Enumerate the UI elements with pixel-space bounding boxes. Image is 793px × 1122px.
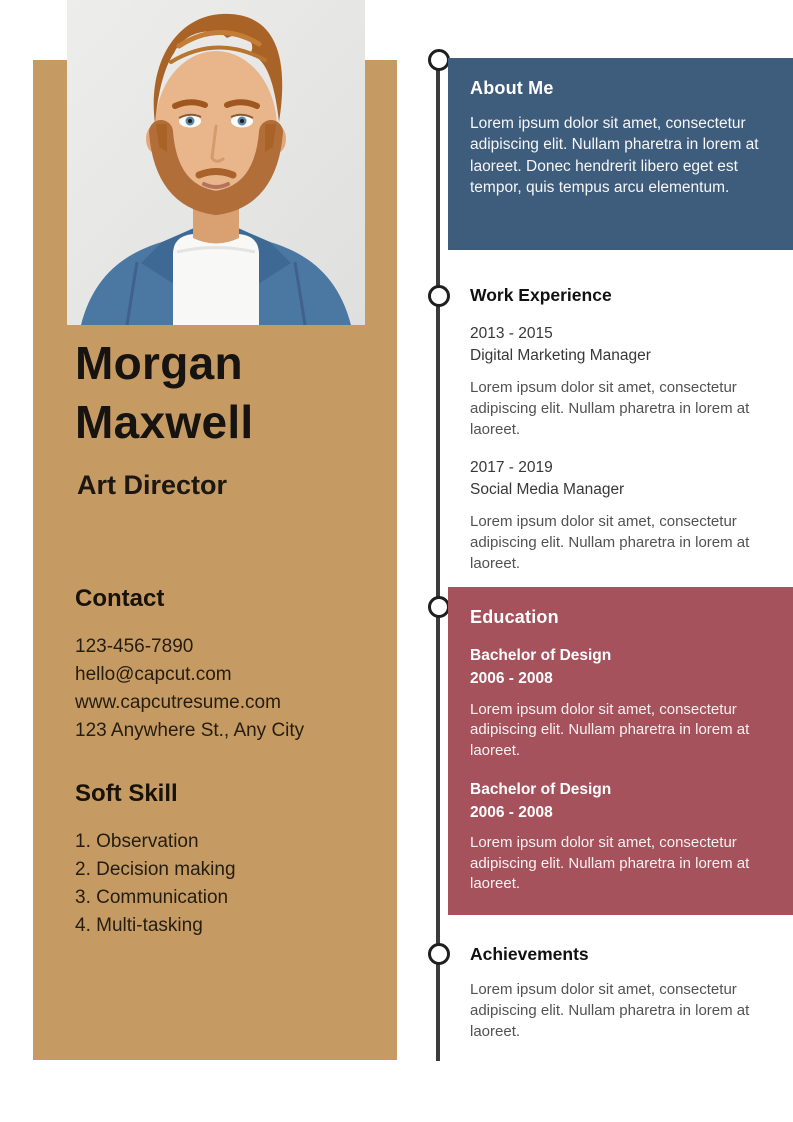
contact-item-website: www.capcutresume.com [75,692,281,713]
about-body: Lorem ipsum dolor sit amet, consectetur adipiscing elit. Nullam pharetra in lorem at laoreet. Donec hendrerit libero eget est tempor, quis tempus arcu elementum. [470,115,759,197]
achievements-heading: Achievements [470,944,589,964]
degree-dates: 2006 - 2008 [470,803,553,821]
job-title: Art Director [77,470,228,500]
degree-body: Lorem ipsum dolor sit amet, consectetur adipiscing elit. Nullam pharetra in lorem at laoreet. [470,834,750,893]
work-experience-heading: Work Experience [470,285,612,305]
education-card [448,587,793,915]
work-entry [470,457,788,574]
entry-role: Social Media Manager [470,481,625,499]
entry-dates: 2013 - 2015 [470,325,553,342]
soft-skill-heading: Soft Skill [75,780,178,807]
education-entry [470,778,767,896]
name-line2: Maxwell [75,395,254,448]
contact-item-address: 123 Anywhere St., Any City [75,720,305,741]
achievements-section [470,944,788,1042]
contact-heading: Contact [75,585,165,612]
timeline-dot-about [428,49,450,71]
education-heading: Education [470,607,559,627]
name-line1: Morgan [75,337,243,389]
timeline-dot-education [428,596,450,618]
skill-item: 2. Decision making [75,859,236,880]
contact-item-phone: 123-456-7890 [75,636,194,657]
skill-item: 3. Communication [75,887,229,908]
timeline-line [436,60,440,1061]
education-entry [470,644,767,762]
contact-item-email: hello@capcut.com [75,664,232,685]
about-heading: About Me [470,78,554,98]
entry-dates: 2017 - 2019 [470,458,553,476]
timeline-dot-achievements [428,943,450,965]
skill-item: 1. Observation [75,831,199,852]
skill-item: 4. Multi-tasking [75,915,203,936]
work-entry [470,323,788,440]
degree-name: Bachelor of Design [470,647,612,664]
timeline-dot-work [428,285,450,307]
entry-role: Digital Marketing Manager [470,347,651,365]
contact-list [75,633,365,745]
degree-dates: 2006 - 2008 [470,670,553,688]
work-experience-section [470,285,788,574]
degree-body: Lorem ipsum dolor sit amet, consectetur adipiscing elit. Nullam pharetra in lorem at laoreet. [470,700,750,759]
degree-name: Bachelor of Design [470,780,612,798]
soft-skill-list [75,828,365,940]
person-name [75,334,385,452]
profile-photo [67,0,365,325]
entry-body: Lorem ipsum dolor sit amet, consectetur adipiscing elit. Nullam pharetra in lorem at laoreet. [470,378,750,438]
entry-body: Lorem ipsum dolor sit amet, consectetur adipiscing elit. Nullam pharetra in lorem at laoreet. [470,512,750,572]
about-card [448,58,793,250]
achievements-body: Lorem ipsum dolor sit amet, consectetur adipiscing elit. Nullam pharetra in lorem at laoreet. [470,981,750,1040]
